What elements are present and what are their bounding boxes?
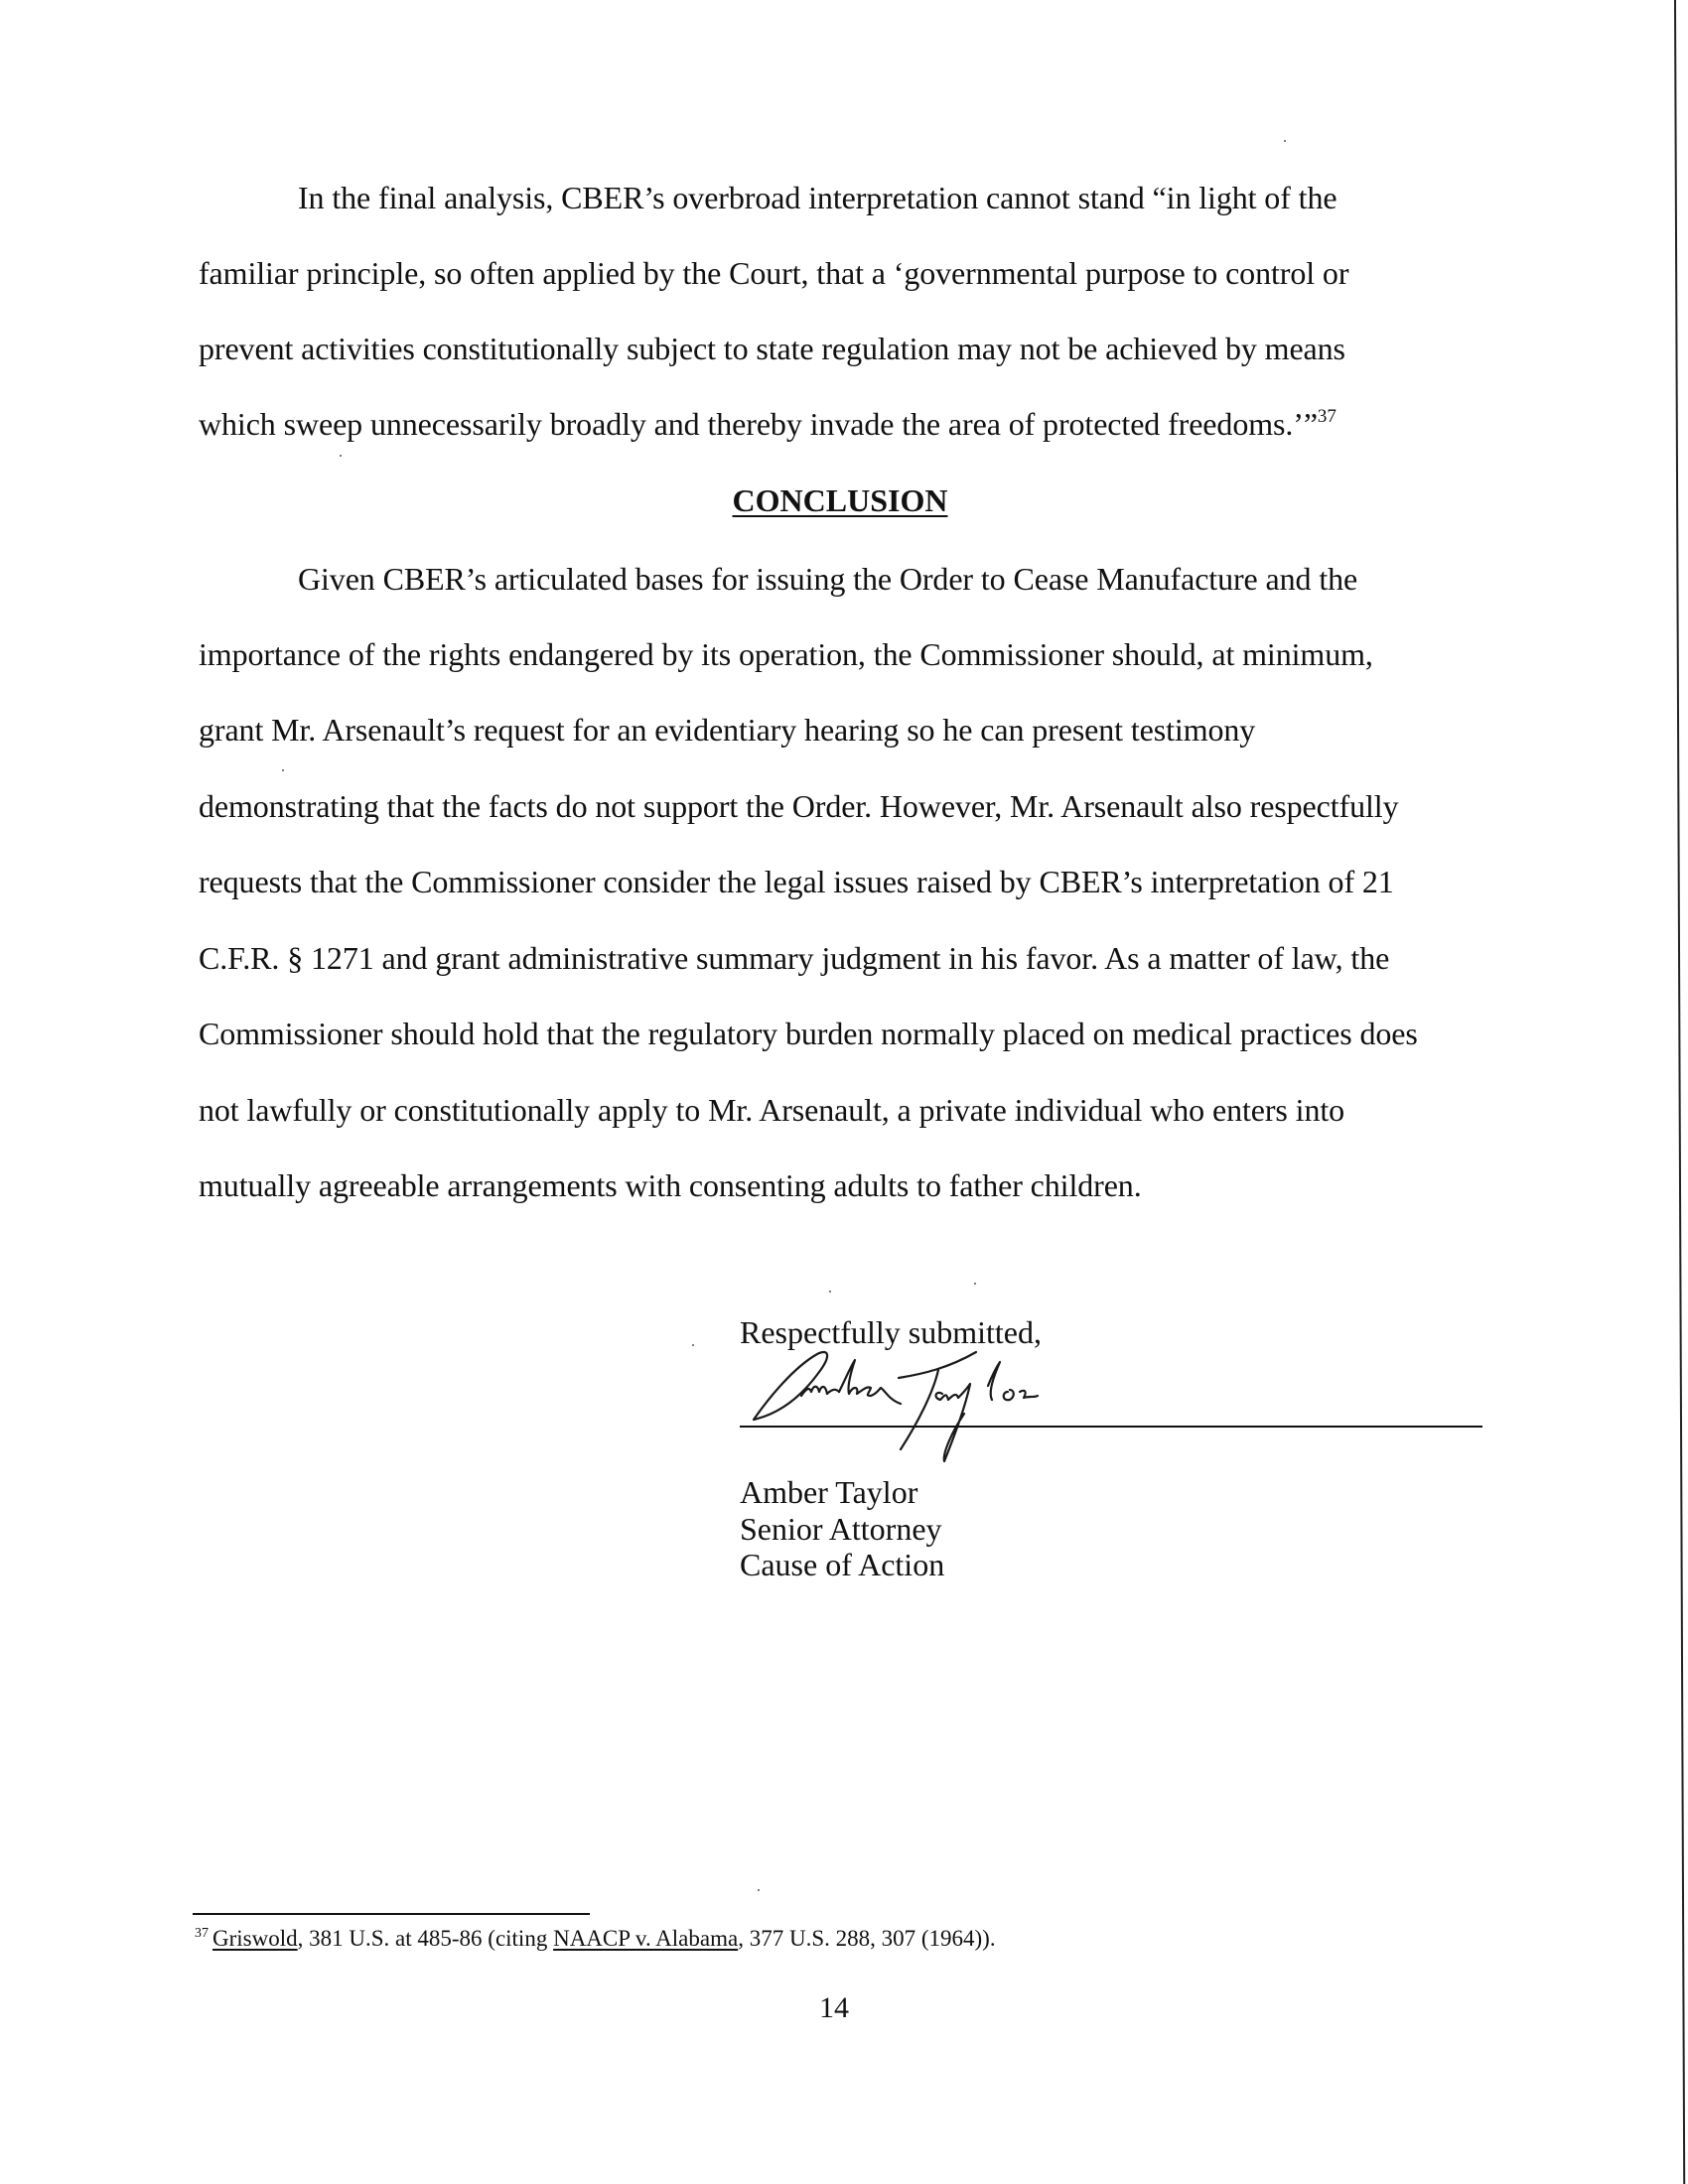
text-line: Commissioner should hold that the regulatory burden normally placed on medical practices does: [199, 1016, 1418, 1051]
text-line: familiar principle, so often applied by the Court, that a ‘governmental purpose to control or: [199, 255, 1349, 291]
signer-organization: Cause of Action: [740, 1547, 945, 1582]
text-line: Given CBER’s articulated bases for issuing the Order to Cease Manufacture and the: [298, 561, 1358, 597]
footnote-reference[interactable]: 37: [1317, 406, 1336, 427]
text-line: In the final analysis, CBER’s overbroad interpretation cannot stand “in light of the: [298, 180, 1337, 215]
footnote-number: 37: [195, 1926, 209, 1941]
footnote-text: , 381 U.S. at 485-86 (citing: [297, 1926, 554, 1951]
case-citation-griswold: Griswold: [212, 1926, 298, 1951]
footnote: [195, 1927, 996, 1954]
scan-speck: [282, 769, 284, 771]
footnote-separator: [193, 1913, 590, 1915]
signer-title: Senior Attorney: [740, 1511, 942, 1547]
text-line: importance of the rights endangered by its operation, the Commissioner should, at minimum,: [199, 636, 1373, 672]
section-heading: [0, 484, 1680, 516]
page-number: 14: [819, 1991, 849, 2024]
scan-speck: [692, 1344, 694, 1346]
scan-speck: [340, 455, 342, 457]
scan-edge-border: [1674, 0, 1685, 2184]
signature-line: [740, 1426, 1482, 1428]
case-citation-naacp: NAACP v. Alabama: [553, 1926, 739, 1951]
footnote-text: , 377 U.S. 288, 307 (1964)).: [738, 1926, 996, 1951]
scan-speck: [1284, 140, 1286, 142]
scan-speck: [974, 1283, 976, 1285]
text-line: [199, 408, 1336, 446]
signer-name: Amber Taylor: [740, 1474, 918, 1510]
text-line: requests that the Commissioner consider the legal issues raised by CBER’s interpretation of 21: [199, 864, 1394, 899]
handwritten-signature-icon: [740, 1342, 1117, 1471]
closing-text: Respectfully submitted,: [740, 1314, 1042, 1350]
text-line: mutually agreeable arrangements with consenting adults to father children.: [199, 1167, 1142, 1203]
text-line: prevent activities constitutionally subject to state regulation may not be achieved by means: [199, 331, 1345, 366]
text-line-content: which sweep unnecessarily broadly and thereby invade the area of protected freedoms.’”: [199, 406, 1318, 442]
section-heading-text: CONCLUSION: [732, 482, 948, 518]
text-line: not lawfully or constitutionally apply to Mr. Arsenault, a private individual who enters into: [199, 1092, 1345, 1128]
scan-speck: [829, 1291, 831, 1293]
text-line: grant Mr. Arsenault’s request for an evidentiary hearing so he can present testimony: [199, 712, 1256, 748]
text-line: demonstrating that the facts do not support the Order. However, Mr. Arsenault also respectfully: [199, 788, 1399, 824]
scan-speck: [758, 1889, 760, 1891]
text-line: C.F.R. § 1271 and grant administrative summary judgment in his favor. As a matter of law, the: [199, 940, 1390, 976]
